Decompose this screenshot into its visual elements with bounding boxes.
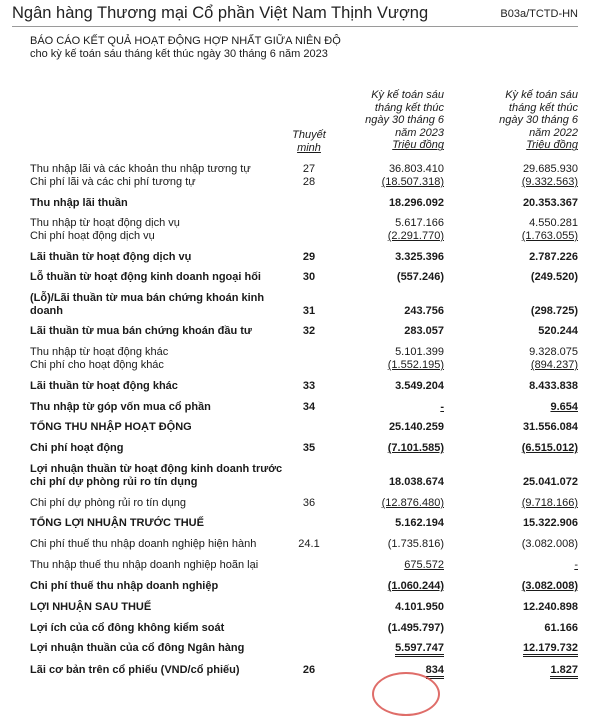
column-header-line: tháng kết thúc	[374, 101, 444, 114]
red-stamp	[372, 672, 440, 716]
row-label: Lãi thuần từ mua bán chứng khoán đầu tư	[30, 325, 252, 337]
row-label: Chi phí lãi và các chi phí tương tự	[30, 176, 196, 188]
column-header-previous	[450, 89, 578, 152]
row-note: 36	[302, 497, 316, 509]
row-label: Thu nhập từ góp vốn mua cổ phần	[30, 401, 211, 413]
page-header	[12, 2, 578, 27]
row-label: Thu nhập từ hoạt động dịch vụ	[30, 217, 180, 229]
row-label: Chi phí cho hoạt động khác	[30, 359, 164, 371]
row-current-value: 18.296.092	[388, 197, 444, 209]
row-note: 28	[302, 176, 316, 188]
row-current-value: 36.803.410	[388, 163, 444, 175]
column-header-line: năm 2022	[529, 126, 578, 139]
row-label: Lợi ích của cổ đông không kiểm soát	[30, 622, 225, 634]
row-previous-value: (6.515.012)	[521, 442, 578, 454]
row-current-value: 5.617.166	[395, 217, 444, 229]
row-label: Lãi cơ bản trên cổ phiếu (VND/cổ phiếu)	[30, 664, 240, 676]
row-label: Chi phí thuế thu nhập doanh nghiệp hiện hành	[30, 538, 257, 550]
row-previous-value: -	[574, 559, 578, 571]
row-previous-value: (298.725)	[530, 305, 578, 317]
row-current-value: 675.572	[404, 559, 444, 571]
row-label: Lợi nhuận thuần từ hoạt động kinh doanh trước chi phí dự phòng rủi ro tín dụng	[30, 463, 283, 488]
row-current-value: (2.291.770)	[387, 230, 444, 242]
double-underlined-value: 834	[426, 664, 444, 679]
column-header-line: tháng kết thúc	[508, 101, 578, 114]
row-label: TỔNG LỢI NHUẬN TRƯỚC THUẾ	[30, 517, 204, 529]
row-previous-value: 520.244	[538, 325, 578, 337]
double-underlined-value: 5.597.747	[395, 642, 444, 657]
double-underlined-value: 1.827	[550, 664, 578, 679]
row-label: (Lỗ)/Lãi thuần từ mua bán chứng khoán kinh doanh	[30, 292, 265, 317]
column-header-line: Kỳ kế toán sáu	[505, 89, 578, 101]
row-previous-value: (3.082.008)	[521, 538, 578, 550]
row-label: TỔNG THU NHẬP HOẠT ĐỘNG	[30, 421, 192, 433]
row-label: Chi phí hoạt động	[30, 442, 124, 454]
row-previous-value: 15.322.906	[522, 517, 578, 529]
row-previous-value: 31.556.084	[522, 421, 578, 433]
row-label: Thu nhập từ hoạt động khác	[30, 346, 169, 358]
row-previous-value: 61.166	[544, 622, 578, 634]
row-label: Chi phí dự phòng rủi ro tín dụng	[30, 497, 186, 509]
row-previous-value: (9.332.563)	[521, 176, 578, 188]
bank-name: Ngân hàng Thương mại Cổ phần Việt Nam Thịnh Vượng	[12, 4, 429, 22]
report-subtitle: cho kỳ kế toán sáu tháng kết thúc ngày 30 tháng 6 năm 2023	[30, 48, 328, 60]
column-header-line: Triệu đồng	[526, 139, 578, 152]
row-note: 33	[302, 380, 316, 392]
row-previous-value: (249.520)	[530, 271, 578, 283]
row-current-value: 4.101.950	[395, 601, 444, 613]
row-previous-value: (3.082.008)	[521, 580, 578, 592]
row-current-value: 243.756	[404, 305, 444, 317]
row-note: 30	[302, 271, 316, 283]
row-label: LỢI NHUẬN SAU THUẾ	[30, 601, 152, 613]
row-current-value: (12.876.480)	[381, 497, 444, 509]
form-code: B03a/TCTD-HN	[500, 8, 578, 20]
row-current-value: (1.495.797)	[387, 622, 444, 634]
row-previous-value: 20.353.367	[522, 197, 578, 209]
row-previous-value: (894.237)	[530, 359, 578, 371]
row-label: Chi phí hoạt động dịch vụ	[30, 230, 155, 242]
row-current-value: 18.038.674	[388, 476, 444, 488]
row-current-value	[350, 642, 444, 657]
row-note: 27	[302, 163, 316, 175]
row-previous-value: 29.685.930	[522, 163, 578, 175]
row-previous-value: (9.718.166)	[521, 497, 578, 509]
row-current-value: 25.140.259	[388, 421, 444, 433]
row-previous-value: 4.550.281	[529, 217, 578, 229]
row-note: 32	[302, 325, 316, 337]
column-header-note	[276, 129, 342, 154]
column-header-line: Kỳ kế toán sáu	[371, 89, 444, 101]
row-previous-value	[450, 664, 578, 679]
row-current-value: 283.057	[404, 325, 444, 337]
row-label: Lỗ thuần từ hoạt động kinh doanh ngoại hối	[30, 271, 261, 283]
row-previous-value: 9.654	[550, 401, 578, 413]
double-underlined-value: 12.179.732	[523, 642, 578, 657]
row-previous-value	[450, 642, 578, 657]
row-current-value: (1.735.816)	[387, 538, 444, 550]
row-current-value: 3.549.204	[395, 380, 444, 392]
row-current-value: (1.060.244)	[387, 580, 444, 592]
row-note: 26	[302, 664, 316, 676]
row-note: 31	[302, 305, 316, 317]
row-current-value: (18.507.318)	[381, 176, 444, 188]
row-previous-value: 8.433.838	[529, 380, 578, 392]
row-label: Thu nhập lãi và các khoản thu nhập tương tự	[30, 163, 251, 175]
row-previous-value: (1.763.055)	[521, 230, 578, 242]
row-previous-value: 2.787.226	[529, 251, 578, 263]
row-note: 29	[302, 251, 316, 263]
column-header-current	[350, 89, 444, 152]
column-header-line: năm 2023	[395, 126, 444, 139]
row-previous-value: 12.240.898	[522, 601, 578, 613]
row-current-value: 3.325.396	[395, 251, 444, 263]
column-header-line: minh	[297, 141, 321, 154]
row-label: Thu nhập thuế thu nhập doanh nghiệp hoãn lại	[30, 559, 259, 571]
row-label: Lãi thuần từ hoạt động dịch vụ	[30, 251, 192, 263]
column-header-line: ngày 30 tháng 6	[499, 114, 578, 127]
row-note: 24.1	[298, 538, 320, 550]
column-header-line: Thuyết	[292, 129, 326, 141]
row-note: 35	[302, 442, 316, 454]
row-current-value: 5.162.194	[395, 517, 444, 529]
row-current-value: -	[440, 401, 444, 413]
row-label: Lãi thuần từ hoạt động khác	[30, 380, 178, 392]
row-label: Thu nhập lãi thuần	[30, 197, 128, 209]
row-note: 34	[302, 401, 316, 413]
row-current-value: 5.101.399	[395, 346, 444, 358]
row-current-value: (557.246)	[396, 271, 444, 283]
row-current-value: (1.552.195)	[387, 359, 444, 371]
row-current-value: (7.101.585)	[387, 442, 444, 454]
report-title: BÁO CÁO KẾT QUẢ HOẠT ĐỘNG HỢP NHẤT GIỮA NIÊN ĐỘ	[30, 35, 341, 47]
row-previous-value: 25.041.072	[522, 476, 578, 488]
row-label: Chi phí thuế thu nhập doanh nghiệp	[30, 580, 219, 592]
row-previous-value: 9.328.075	[529, 346, 578, 358]
column-header-line: Triệu đồng	[392, 139, 444, 152]
column-header-line: ngày 30 tháng 6	[365, 114, 444, 127]
row-label: Lợi nhuận thuần của cổ đông Ngân hàng	[30, 642, 245, 654]
